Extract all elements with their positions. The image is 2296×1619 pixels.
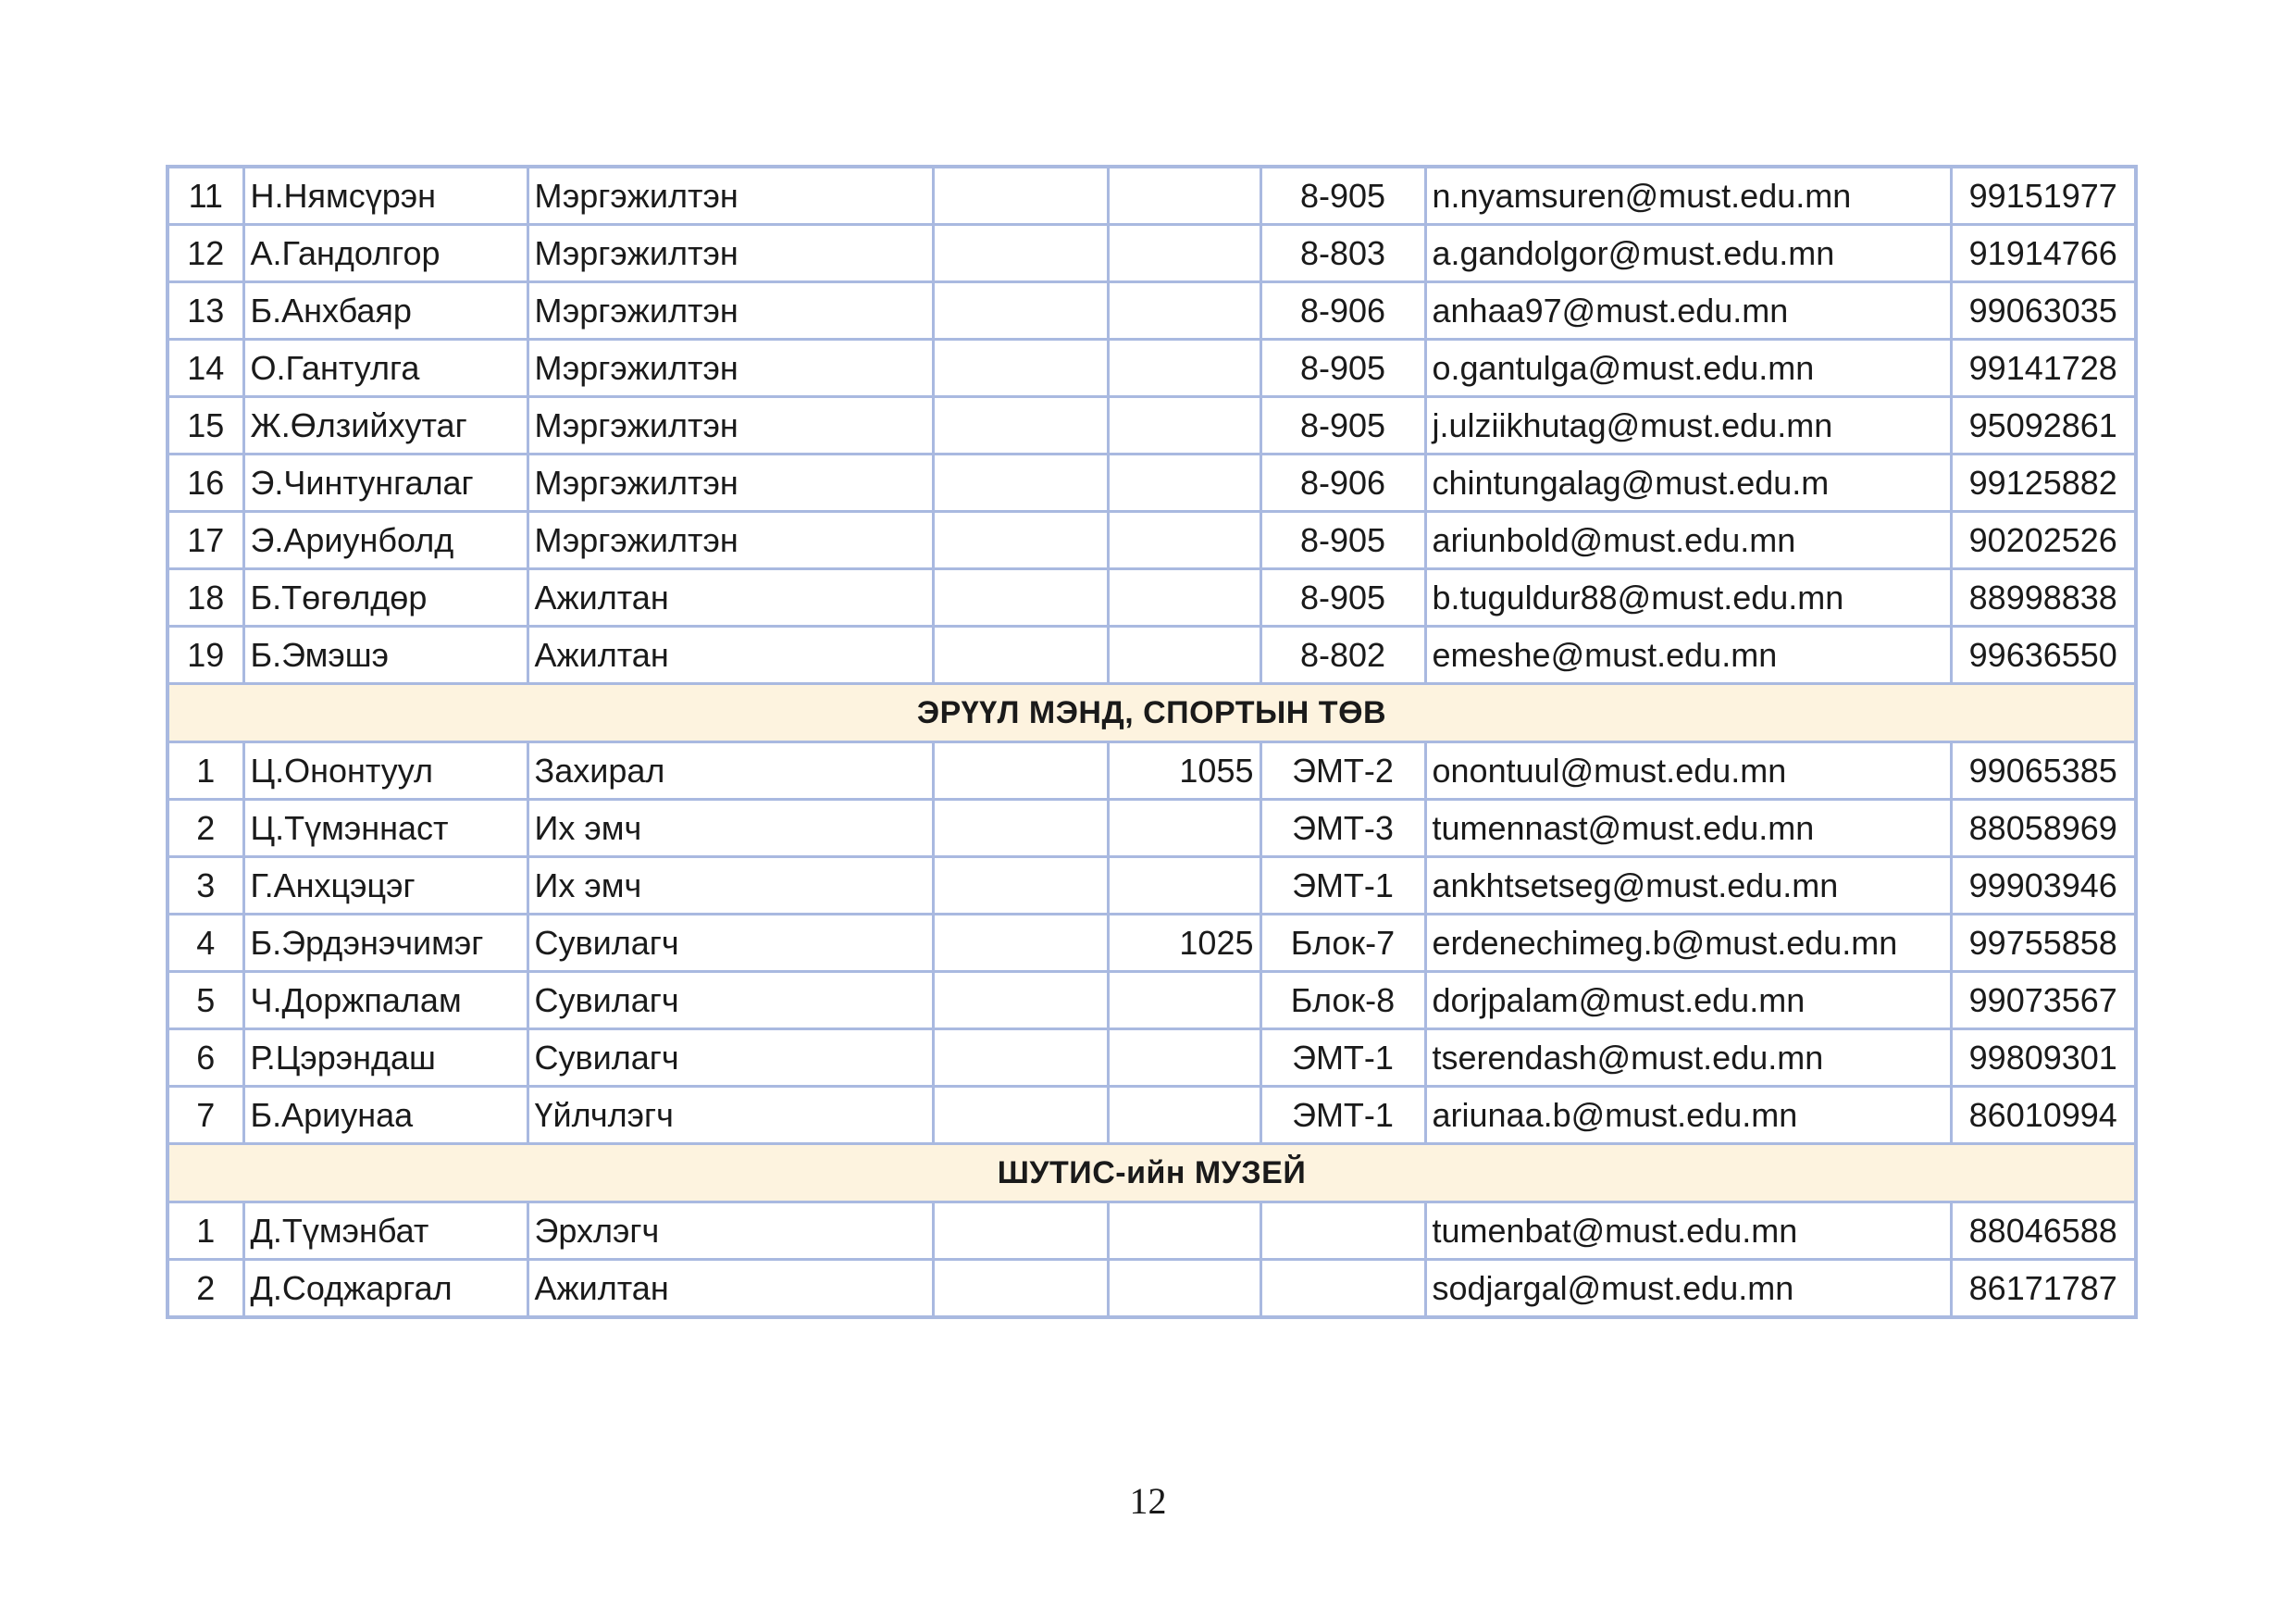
phone-number: 88046588 <box>1951 1202 2136 1260</box>
section-header-row <box>168 684 2136 742</box>
email-address: chintungalag@must.edu.m <box>1425 455 1951 512</box>
email-address: b.tuguldur88@must.edu.mn <box>1425 569 1951 627</box>
room-number: 8-802 <box>1260 627 1425 684</box>
person-name: Б.Анхбаяр <box>243 282 527 340</box>
table-row <box>168 569 2136 627</box>
table-row <box>168 915 2136 972</box>
phone-number: 99903946 <box>1951 857 2136 915</box>
job-title: Ажилтан <box>527 569 933 627</box>
job-title: Ажилтан <box>527 627 933 684</box>
phone-number: 88998838 <box>1951 569 2136 627</box>
blank-cell <box>933 282 1108 340</box>
phone-extension <box>1108 225 1260 282</box>
job-title: Мэргэжилтэн <box>527 167 933 225</box>
row-number: 17 <box>168 512 243 569</box>
page-number: 12 <box>1129 1480 1167 1522</box>
phone-number: 99636550 <box>1951 627 2136 684</box>
phone-extension <box>1108 397 1260 455</box>
job-title: Мэргэжилтэн <box>527 340 933 397</box>
phone-number: 90202526 <box>1951 512 2136 569</box>
phone-extension: 1025 <box>1108 915 1260 972</box>
room-number: 8-905 <box>1260 569 1425 627</box>
room-number: 8-905 <box>1260 512 1425 569</box>
email-address: tumenbat@must.edu.mn <box>1425 1202 1951 1260</box>
row-number: 6 <box>168 1029 243 1087</box>
section-title: ЭРҮҮЛ МЭНД, СПОРТЫН ТӨВ <box>168 684 2136 742</box>
job-title: Мэргэжилтэн <box>527 512 933 569</box>
table-row <box>168 512 2136 569</box>
room-number: 8-906 <box>1260 282 1425 340</box>
room-number: ЭМТ-1 <box>1260 857 1425 915</box>
blank-cell <box>933 915 1108 972</box>
room-number: 8-803 <box>1260 225 1425 282</box>
email-address: ariunbold@must.edu.mn <box>1425 512 1951 569</box>
blank-cell <box>933 512 1108 569</box>
blank-cell <box>933 972 1108 1029</box>
email-address: tserendash@must.edu.mn <box>1425 1029 1951 1087</box>
job-title: Их эмч <box>527 800 933 857</box>
person-name: Ч.Доржпалам <box>243 972 527 1029</box>
table-row <box>168 1202 2136 1260</box>
table-body <box>168 167 2136 1317</box>
row-number: 1 <box>168 1202 243 1260</box>
email-address: n.nyamsuren@must.edu.mn <box>1425 167 1951 225</box>
table-row <box>168 742 2136 800</box>
email-address: ariunaa.b@must.edu.mn <box>1425 1087 1951 1144</box>
row-number: 3 <box>168 857 243 915</box>
table-row <box>168 282 2136 340</box>
person-name: Э.Ариунболд <box>243 512 527 569</box>
job-title: Их эмч <box>527 857 933 915</box>
phone-extension <box>1108 282 1260 340</box>
person-name: О.Гантулга <box>243 340 527 397</box>
person-name: Б.Эмэшэ <box>243 627 527 684</box>
person-name: Э.Чинтунгалаг <box>243 455 527 512</box>
table-row <box>168 455 2136 512</box>
row-number: 12 <box>168 225 243 282</box>
row-number: 16 <box>168 455 243 512</box>
job-title: Сувилагч <box>527 1029 933 1087</box>
blank-cell <box>933 225 1108 282</box>
phone-extension <box>1108 569 1260 627</box>
email-address: ankhtsetseg@must.edu.mn <box>1425 857 1951 915</box>
job-title: Сувилагч <box>527 972 933 1029</box>
table-row <box>168 627 2136 684</box>
job-title: Мэргэжилтэн <box>527 225 933 282</box>
row-number: 13 <box>168 282 243 340</box>
phone-number: 99151977 <box>1951 167 2136 225</box>
phone-extension <box>1108 1202 1260 1260</box>
row-number: 2 <box>168 800 243 857</box>
phone-number: 88058969 <box>1951 800 2136 857</box>
row-number: 1 <box>168 742 243 800</box>
room-number <box>1260 1202 1425 1260</box>
phone-number: 99065385 <box>1951 742 2136 800</box>
job-title: Мэргэжилтэн <box>527 455 933 512</box>
phone-number: 95092861 <box>1951 397 2136 455</box>
phone-number: 86010994 <box>1951 1087 2136 1144</box>
row-number: 5 <box>168 972 243 1029</box>
room-number: ЭМТ-2 <box>1260 742 1425 800</box>
staff-directory-table <box>166 165 2138 1319</box>
phone-extension <box>1108 627 1260 684</box>
room-number <box>1260 1260 1425 1318</box>
blank-cell <box>933 857 1108 915</box>
table-row <box>168 1029 2136 1087</box>
email-address: emeshe@must.edu.mn <box>1425 627 1951 684</box>
row-number: 19 <box>168 627 243 684</box>
phone-extension <box>1108 972 1260 1029</box>
row-number: 14 <box>168 340 243 397</box>
row-number: 2 <box>168 1260 243 1318</box>
phone-extension <box>1108 455 1260 512</box>
blank-cell <box>933 340 1108 397</box>
blank-cell <box>933 627 1108 684</box>
email-address: o.gantulga@must.edu.mn <box>1425 340 1951 397</box>
email-address: j.ulziikhutag@must.edu.mn <box>1425 397 1951 455</box>
room-number: 8-906 <box>1260 455 1425 512</box>
phone-extension <box>1108 1029 1260 1087</box>
person-name: Р.Цэрэндаш <box>243 1029 527 1087</box>
person-name: А.Гандолгор <box>243 225 527 282</box>
table-row <box>168 972 2136 1029</box>
phone-extension <box>1108 167 1260 225</box>
table-row <box>168 1087 2136 1144</box>
phone-number: 99125882 <box>1951 455 2136 512</box>
job-title: Эрхлэгч <box>527 1202 933 1260</box>
person-name: Д.Соджаргал <box>243 1260 527 1318</box>
row-number: 18 <box>168 569 243 627</box>
phone-number: 99809301 <box>1951 1029 2136 1087</box>
row-number: 4 <box>168 915 243 972</box>
table-row <box>168 397 2136 455</box>
job-title: Сувилагч <box>527 915 933 972</box>
room-number: 8-905 <box>1260 397 1425 455</box>
person-name: Г.Анхцэцэг <box>243 857 527 915</box>
blank-cell <box>933 800 1108 857</box>
room-number: ЭМТ-1 <box>1260 1029 1425 1087</box>
blank-cell <box>933 742 1108 800</box>
phone-extension <box>1108 857 1260 915</box>
phone-number: 99063035 <box>1951 282 2136 340</box>
person-name: Б.Эрдэнэчимэг <box>243 915 527 972</box>
email-address: tumennast@must.edu.mn <box>1425 800 1951 857</box>
room-number: Блок-8 <box>1260 972 1425 1029</box>
phone-number: 99141728 <box>1951 340 2136 397</box>
phone-number: 86171787 <box>1951 1260 2136 1318</box>
phone-extension: 1055 <box>1108 742 1260 800</box>
phone-extension <box>1108 340 1260 397</box>
person-name: Н.Нямсүрэн <box>243 167 527 225</box>
email-address: anhaa97@must.edu.mn <box>1425 282 1951 340</box>
room-number: Блок-7 <box>1260 915 1425 972</box>
email-address: erdenechimeg.b@must.edu.mn <box>1425 915 1951 972</box>
blank-cell <box>933 1260 1108 1318</box>
phone-number: 99755858 <box>1951 915 2136 972</box>
person-name: Ц.Түмэннаст <box>243 800 527 857</box>
person-name: Ц.Ононтуул <box>243 742 527 800</box>
person-name: Б.Төгөлдөр <box>243 569 527 627</box>
phone-number: 91914766 <box>1951 225 2136 282</box>
table-row <box>168 857 2136 915</box>
room-number: 8-905 <box>1260 167 1425 225</box>
job-title: Захирал <box>527 742 933 800</box>
blank-cell <box>933 1029 1108 1087</box>
phone-extension <box>1108 800 1260 857</box>
blank-cell <box>933 569 1108 627</box>
room-number: ЭМТ-3 <box>1260 800 1425 857</box>
email-address: sodjargal@must.edu.mn <box>1425 1260 1951 1318</box>
phone-extension <box>1108 1260 1260 1318</box>
person-name: Б.Ариунаа <box>243 1087 527 1144</box>
person-name: Д.Түмэнбат <box>243 1202 527 1260</box>
row-number: 15 <box>168 397 243 455</box>
job-title: Ажилтан <box>527 1260 933 1318</box>
job-title: Үйлчлэгч <box>527 1087 933 1144</box>
phone-extension <box>1108 1087 1260 1144</box>
room-number: 8-905 <box>1260 340 1425 397</box>
job-title: Мэргэжилтэн <box>527 397 933 455</box>
email-address: a.gandolgor@must.edu.mn <box>1425 225 1951 282</box>
blank-cell <box>933 397 1108 455</box>
person-name: Ж.Өлзийхутаг <box>243 397 527 455</box>
room-number: ЭМТ-1 <box>1260 1087 1425 1144</box>
blank-cell <box>933 1202 1108 1260</box>
row-number: 11 <box>168 167 243 225</box>
blank-cell <box>933 1087 1108 1144</box>
email-address: onontuul@must.edu.mn <box>1425 742 1951 800</box>
phone-extension <box>1108 512 1260 569</box>
section-header-row <box>168 1144 2136 1202</box>
table-row <box>168 340 2136 397</box>
blank-cell <box>933 167 1108 225</box>
section-title: ШУТИС-ийн МУЗЕЙ <box>168 1144 2136 1202</box>
row-number: 7 <box>168 1087 243 1144</box>
job-title: Мэргэжилтэн <box>527 282 933 340</box>
table-row <box>168 1260 2136 1318</box>
table-row <box>168 225 2136 282</box>
table-row <box>168 167 2136 225</box>
table-row <box>168 800 2136 857</box>
email-address: dorjpalam@must.edu.mn <box>1425 972 1951 1029</box>
blank-cell <box>933 455 1108 512</box>
phone-number: 99073567 <box>1951 972 2136 1029</box>
